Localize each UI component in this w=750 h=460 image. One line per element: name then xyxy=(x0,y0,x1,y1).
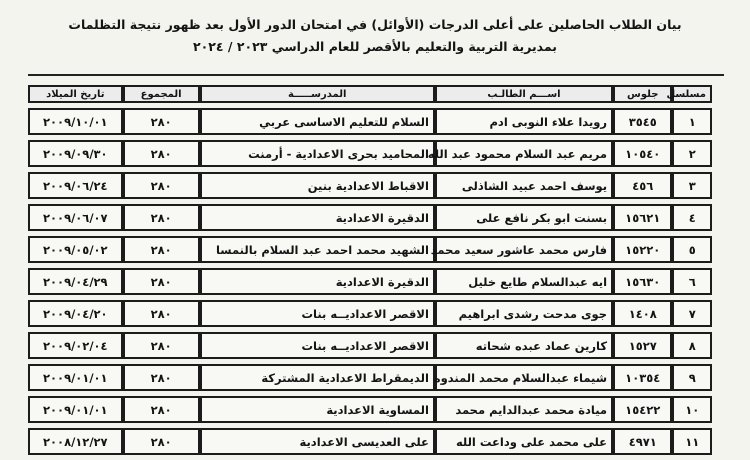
cell-birth: ٢٠٠٩/٠٦/٢٤ xyxy=(28,172,123,199)
cell-seat: ١٥٢٧ xyxy=(613,332,672,359)
cell-seat: ٤٥٦ xyxy=(613,172,672,199)
cell-total: ٢٨٠ xyxy=(123,300,200,327)
header-total: المجموع xyxy=(123,85,200,103)
table-row xyxy=(28,364,712,391)
cell-serial: ٣ xyxy=(672,172,712,199)
table-row xyxy=(28,204,712,231)
cell-student: كارين عماد عبده شحاته xyxy=(435,332,613,359)
cell-serial: ٧ xyxy=(672,300,712,327)
cell-serial: ٦ xyxy=(672,268,712,295)
cell-total: ٢٨٠ xyxy=(123,108,200,135)
cell-school: الديمقراط الاعدادية المشتركة xyxy=(200,364,435,391)
cell-school: على العديسى الاعدادية xyxy=(200,428,435,455)
cell-seat: ١٠٣٥٤ xyxy=(613,364,672,391)
cell-birth: ٢٠٠٩/٠١/٠١ xyxy=(28,364,123,391)
cell-school: الاقصر الاعداديــه بنات xyxy=(200,332,435,359)
cell-total: ٢٨٠ xyxy=(123,140,200,167)
table-row xyxy=(28,172,712,199)
cell-serial: ٨ xyxy=(672,332,712,359)
cell-serial: ٥ xyxy=(672,236,712,263)
cell-birth: ٢٠٠٩/١٠/٠١ xyxy=(28,108,123,135)
cell-student: يوسف احمد عبيد الشاذلى xyxy=(435,172,613,199)
cell-student: جوى مدحت رشدى ابراهيم xyxy=(435,300,613,327)
cell-student: رويدا علاء النوبى ادم xyxy=(435,108,613,135)
top-students-table xyxy=(28,80,712,460)
cell-total: ٢٨٠ xyxy=(123,236,200,263)
header-student: اســـم الطالـب xyxy=(435,85,613,103)
cell-student: فارس محمد عاشور سعيد محمد xyxy=(435,236,613,263)
cell-school: المساوية الاعدادية xyxy=(200,396,435,423)
cell-student: مريم عبد السلام محمود عبد الله xyxy=(435,140,613,167)
table-row xyxy=(28,140,712,167)
cell-seat: ٣٥٤٥ xyxy=(613,108,672,135)
cell-seat: ١٥٤٢٢ xyxy=(613,396,672,423)
cell-seat: ٤٩٧١ xyxy=(613,428,672,455)
cell-total: ٢٨٠ xyxy=(123,428,200,455)
table-row xyxy=(28,332,712,359)
document-title xyxy=(20,14,730,58)
cell-total: ٢٨٠ xyxy=(123,204,200,231)
cell-school: الشهيد محمد احمد عبد السلام بالنمسا xyxy=(200,236,435,263)
cell-seat: ١٤٠٨ xyxy=(613,300,672,327)
header-birth: تاريخ الميلاد xyxy=(28,85,123,103)
cell-birth: ٢٠٠٩/٠٤/٢٠ xyxy=(28,300,123,327)
cell-student: بسنت ابو بكر نافع على xyxy=(435,204,613,231)
cell-seat: ١٠٥٤٠ xyxy=(613,140,672,167)
cell-birth: ٢٠٠٩/٠٩/٣٠ xyxy=(28,140,123,167)
cell-total: ٢٨٠ xyxy=(123,364,200,391)
cell-birth: ٢٠٠٩/٠٥/٠٢ xyxy=(28,236,123,263)
cell-student: شيماء عبدالسلام محمد المندوه xyxy=(435,364,613,391)
cell-serial: ١ xyxy=(672,108,712,135)
table-row xyxy=(28,396,712,423)
table-row xyxy=(28,268,712,295)
title-line-2: بمديرية التربية والتعليم بالأقصر للعام الدراسي ٢٠٢٣ / ٢٠٢٤ xyxy=(193,39,557,54)
cell-student: ايه عبدالسلام طايع خليل xyxy=(435,268,613,295)
header-school: المدرســـــة xyxy=(200,85,435,103)
header-seat: جلوس xyxy=(613,85,672,103)
cell-serial: ٩ xyxy=(672,364,712,391)
title-line-1: بيان الطلاب الحاصلين على أعلى الدرجات (الأوائل) في امتحان الدور الأول بعد ظهور نتيجة التظلمات xyxy=(68,17,682,32)
cell-birth: ٢٠٠٩/٠٦/٠٧ xyxy=(28,204,123,231)
table-row xyxy=(28,236,712,263)
title-divider xyxy=(28,74,724,76)
cell-school: المحاميد بحرى الاعدادية - أرمنت xyxy=(200,140,435,167)
cell-school: الاقصر الاعداديــه بنات xyxy=(200,300,435,327)
cell-serial: ١٠ xyxy=(672,396,712,423)
table-row xyxy=(28,108,712,135)
cell-total: ٢٨٠ xyxy=(123,396,200,423)
cell-total: ٢٨٠ xyxy=(123,172,200,199)
cell-school: الدقيرة الاعدادية xyxy=(200,204,435,231)
cell-serial: ٤ xyxy=(672,204,712,231)
cell-birth: ٢٠٠٩/٠٤/٢٩ xyxy=(28,268,123,295)
cell-serial: ٢ xyxy=(672,140,712,167)
header-serial: مسلسل xyxy=(672,85,712,103)
cell-seat: ١٥٦٢١ xyxy=(613,204,672,231)
cell-seat: ١٥٢٢٠ xyxy=(613,236,672,263)
cell-school: الدقيرة الاعدادية xyxy=(200,268,435,295)
cell-school: السلام للتعليم الاساسى عربي xyxy=(200,108,435,135)
cell-total: ٢٨٠ xyxy=(123,332,200,359)
cell-total: ٢٨٠ xyxy=(123,268,200,295)
cell-birth: ٢٠٠٩/٠٢/٠٤ xyxy=(28,332,123,359)
cell-birth: ٢٠٠٩/٠١/٠١ xyxy=(28,396,123,423)
table-row xyxy=(28,300,712,327)
cell-student: على محمد على وداعت الله xyxy=(435,428,613,455)
table-row xyxy=(28,428,712,455)
cell-seat: ١٥٦٣٠ xyxy=(613,268,672,295)
cell-school: الاقباط الاعدادية بنين xyxy=(200,172,435,199)
cell-serial: ١١ xyxy=(672,428,712,455)
table-header-row xyxy=(28,85,712,103)
cell-birth: ٢٠٠٨/١٢/٢٧ xyxy=(28,428,123,455)
cell-student: ميادة محمد عبدالدايم محمد xyxy=(435,396,613,423)
